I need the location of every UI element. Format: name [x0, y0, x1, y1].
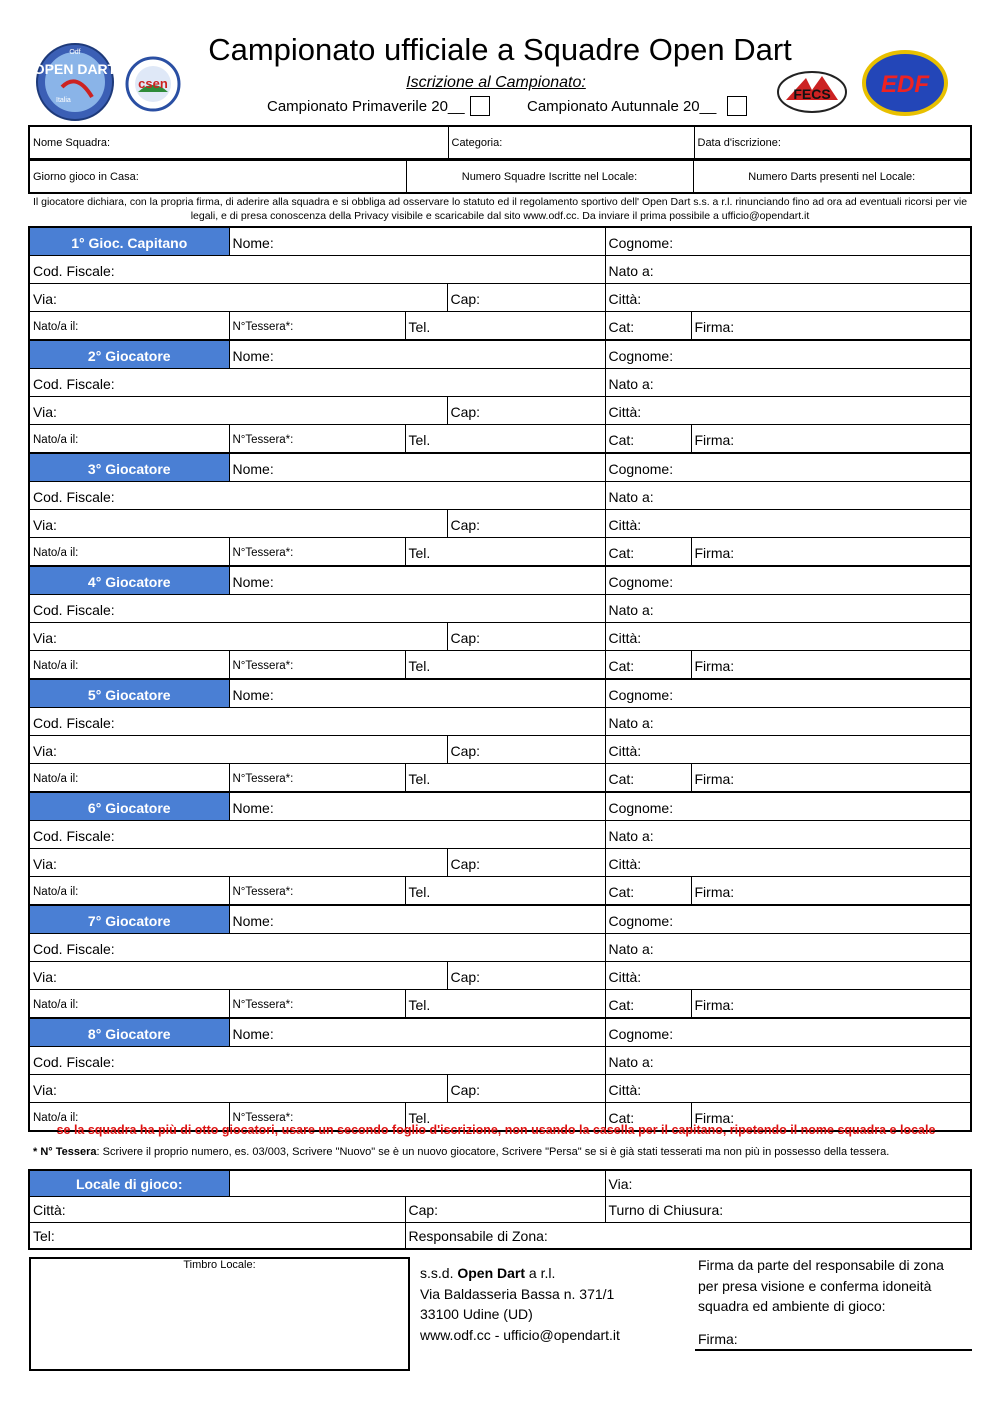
player-cognome-field[interactable]: Cognome:: [605, 679, 971, 708]
data-iscrizione-field[interactable]: Data d'iscrizione:: [694, 126, 971, 159]
player-citta-field[interactable]: Città:: [605, 284, 971, 312]
player-row-name: [29, 340, 971, 369]
player-row-address: [29, 284, 971, 312]
player-row-address: [29, 397, 971, 425]
player-citta-field[interactable]: Città:: [605, 962, 971, 990]
svg-text:FECS: FECS: [793, 86, 831, 102]
player-row-details: [29, 425, 971, 454]
locale-name-field[interactable]: [229, 1170, 605, 1197]
locale-via-field[interactable]: Via:: [605, 1170, 971, 1197]
player-cap-field[interactable]: Cap:: [447, 397, 605, 425]
player-firma-field[interactable]: Firma:: [691, 877, 971, 906]
player-via-field[interactable]: Via:: [29, 849, 447, 877]
player-firma-field[interactable]: Firma:: [691, 538, 971, 567]
player-row-codfiscale: [29, 369, 971, 397]
player-row-details: [29, 538, 971, 567]
player-natoil-field[interactable]: Nato/a il:: [29, 877, 229, 906]
player-label: 6° Giocatore: [29, 792, 229, 821]
tessera-note: [33, 1146, 973, 1158]
player-label: 8° Giocatore: [29, 1018, 229, 1047]
player-cognome-field[interactable]: Cognome:: [605, 792, 971, 821]
svg-text:OPEN DART: OPEN DART: [33, 61, 117, 77]
player-citta-field[interactable]: Città:: [605, 736, 971, 764]
player-row-codfiscale: [29, 1047, 971, 1075]
player-nome-field[interactable]: Nome:: [229, 227, 605, 256]
player-row-codfiscale: [29, 708, 971, 736]
player-row-details: [29, 764, 971, 793]
player-nome-field[interactable]: Nome:: [229, 453, 605, 482]
player-row-codfiscale: [29, 482, 971, 510]
player-row-name: [29, 792, 971, 821]
player-tel-field[interactable]: Tel.: [405, 764, 605, 793]
player-cat-field[interactable]: Cat:: [605, 764, 691, 793]
player-cat-field[interactable]: Cat:: [605, 990, 691, 1019]
team-header-table: [28, 125, 972, 160]
player-via-field[interactable]: Via:: [29, 1075, 447, 1103]
player-row-codfiscale: [29, 821, 971, 849]
players-table: [28, 226, 972, 1132]
player-codfiscale-field[interactable]: Cod. Fiscale:: [29, 369, 605, 397]
player-label: 5° Giocatore: [29, 679, 229, 708]
player-cap-field[interactable]: Cap:: [447, 284, 605, 312]
player-nome-field[interactable]: Nome:: [229, 792, 605, 821]
player-tessera-field[interactable]: N°Tessera*:: [229, 877, 405, 906]
player-row-details: [29, 877, 971, 906]
player-row-address: [29, 510, 971, 538]
player-cat-field[interactable]: Cat:: [605, 651, 691, 680]
player-natoa-field[interactable]: Nato a:: [605, 821, 971, 849]
disclaimer-text: Il giocatore dichiara, con la propria firma, di aderire alla squadra e si obbliga ad osservare lo statuto ed il regolamento sportivo dell' Open Dart s.s. a r.l. rinunciando fino ad ora ad eventuali ricorsi per vie legali, e di presa conoscenza della Privacy visibile e scaricabile dal sito www.odf.cc. Da inviare il prima possibile a ufficio@opendart.it: [32, 196, 968, 222]
player-row-codfiscale: [29, 256, 971, 284]
player-cat-field[interactable]: Cat:: [605, 312, 691, 341]
player-nome-field[interactable]: Nome:: [229, 679, 605, 708]
address-line-2: Via Baldasseria Bassa n. 371/1: [420, 1285, 615, 1302]
player-natoil-field[interactable]: Nato/a il:: [29, 764, 229, 793]
player-cap-field[interactable]: Cap:: [447, 962, 605, 990]
player-codfiscale-field[interactable]: Cod. Fiscale:: [29, 1047, 605, 1075]
player-nome-field[interactable]: Nome:: [229, 340, 605, 369]
player-tel-field[interactable]: Tel.: [405, 990, 605, 1019]
nome-squadra-field[interactable]: Nome Squadra:: [29, 126, 448, 159]
player-row-address: [29, 849, 971, 877]
player-via-field[interactable]: Via:: [29, 736, 447, 764]
company-address: [420, 1263, 620, 1345]
player-cognome-field[interactable]: Cognome:: [605, 453, 971, 482]
locale-table: [28, 1169, 972, 1250]
player-citta-field[interactable]: Città:: [605, 397, 971, 425]
player-row-codfiscale: [29, 934, 971, 962]
player-natoil-field[interactable]: Nato/a il:: [29, 312, 229, 341]
page-subtitle: Iscrizione al Campionato:: [406, 74, 586, 91]
svg-text:Italia: Italia: [56, 97, 71, 104]
player-natoa-field[interactable]: Nato a:: [605, 934, 971, 962]
locale-tel-field[interactable]: Tel:: [29, 1223, 405, 1250]
player-tessera-field[interactable]: N°Tessera*:: [229, 651, 405, 680]
player-firma-field[interactable]: Firma:: [691, 990, 971, 1019]
player-codfiscale-field[interactable]: Cod. Fiscale:: [29, 595, 605, 623]
locale-label: Locale di gioco:: [29, 1170, 229, 1197]
campionato-autunnale-label: Campionato Autunnale 20__: [527, 98, 717, 115]
player-tel-field[interactable]: Tel.: [405, 538, 605, 567]
player-natoa-field[interactable]: Nato a:: [605, 256, 971, 284]
campionato-primaverile-checkbox[interactable]: [470, 96, 490, 116]
extra-players-warning: se la squadra ha più di otto giocatori, usare un secondo foglio d'iscrizione, non usando la casella per il capitano, ripetendo il nome squadra e locale: [56, 1123, 936, 1137]
player-label: 2° Giocatore: [29, 340, 229, 369]
player-codfiscale-field[interactable]: Cod. Fiscale:: [29, 821, 605, 849]
player-natoa-field[interactable]: Nato a:: [605, 369, 971, 397]
player-citta-field[interactable]: Città:: [605, 849, 971, 877]
player-cap-field[interactable]: Cap:: [447, 1075, 605, 1103]
player-citta-field[interactable]: Città:: [605, 623, 971, 651]
player-label: 1° Gioc. Capitano: [29, 227, 229, 256]
player-row-address: [29, 962, 971, 990]
player-row-details: [29, 651, 971, 680]
address-line-1: s.s.d. Open Dart a r.l.: [420, 1265, 556, 1281]
player-tessera-field[interactable]: N°Tessera*:: [229, 990, 405, 1019]
player-via-field[interactable]: Via:: [29, 962, 447, 990]
tessera-note-text: : Scrivere il proprio numero, es. 03/003, Scrivere "Nuovo" se è un nuovo giocatore, Scrivere "Persa" se si è già stati tesserati ma non più in possesso della tessera.: [96, 1146, 890, 1158]
player-via-field[interactable]: Via:: [29, 284, 447, 312]
player-natoil-field[interactable]: Nato/a il:: [29, 990, 229, 1019]
player-tessera-field[interactable]: N°Tessera*:: [229, 312, 405, 341]
campionato-primaverile-label: Campionato Primaverile 20__: [267, 98, 465, 115]
firma-responsabile-text: Firma da parte del responsabile di zona per presa visione e conferma idoneità squadra ed ambiente di gioco:: [698, 1257, 944, 1314]
address-line-3: 33100 Udine (UD): [420, 1306, 533, 1322]
player-row-name: [29, 679, 971, 708]
player-row-address: [29, 1075, 971, 1103]
player-natoa-field[interactable]: Nato a:: [605, 708, 971, 736]
player-nome-field[interactable]: Nome:: [229, 1018, 605, 1047]
campionato-autunnale-checkbox[interactable]: [727, 96, 747, 116]
player-cognome-field[interactable]: Cognome:: [605, 905, 971, 934]
player-natoa-field[interactable]: Nato a:: [605, 482, 971, 510]
numero-darts-field[interactable]: Numero Darts presenti nel Locale:: [693, 160, 971, 193]
player-label: 3° Giocatore: [29, 453, 229, 482]
player-natoil-field[interactable]: Nato/a il:: [29, 1103, 229, 1132]
player-row-name: [29, 566, 971, 595]
player-natoil-field[interactable]: Nato/a il:: [29, 425, 229, 454]
locale-responsabile-field[interactable]: Responsabile di Zona:: [405, 1223, 971, 1250]
categoria-field[interactable]: Categoria:: [448, 126, 694, 159]
player-citta-field[interactable]: Città:: [605, 1075, 971, 1103]
player-firma-field[interactable]: Firma:: [691, 651, 971, 680]
player-citta-field[interactable]: Città:: [605, 510, 971, 538]
svg-text:EDF: EDF: [881, 71, 929, 98]
firma-responsabile-field[interactable]: Firma:: [695, 1331, 972, 1351]
player-row-details: [29, 312, 971, 341]
player-natoil-field[interactable]: Nato/a il:: [29, 538, 229, 567]
player-natoa-field[interactable]: Nato a:: [605, 595, 971, 623]
player-row-name: [29, 905, 971, 934]
locale-turno-field[interactable]: Turno di Chiusura:: [605, 1197, 971, 1223]
locale-cap-field[interactable]: Cap:: [405, 1197, 605, 1223]
player-tessera-field[interactable]: N°Tessera*:: [229, 538, 405, 567]
player-codfiscale-field[interactable]: Cod. Fiscale:: [29, 934, 605, 962]
player-cognome-field[interactable]: Cognome:: [605, 227, 971, 256]
player-nome-field[interactable]: Nome:: [229, 566, 605, 595]
player-row-name: [29, 227, 971, 256]
player-row-address: [29, 623, 971, 651]
player-via-field[interactable]: Via:: [29, 510, 447, 538]
player-tessera-field[interactable]: N°Tessera*:: [229, 425, 405, 454]
player-codfiscale-field[interactable]: Cod. Fiscale:: [29, 482, 605, 510]
player-cap-field[interactable]: Cap:: [447, 510, 605, 538]
player-cognome-field[interactable]: Cognome:: [605, 1018, 971, 1047]
address-line-4: www.odf.cc - ufficio@opendart.it: [420, 1326, 620, 1343]
player-via-field[interactable]: Via:: [29, 397, 447, 425]
player-firma-field[interactable]: Firma:: [691, 312, 971, 341]
player-tessera-field[interactable]: N°Tessera*:: [229, 764, 405, 793]
numero-squadre-field[interactable]: Numero Squadre Iscritte nel Locale:: [406, 160, 693, 193]
player-cap-field[interactable]: Cap:: [447, 736, 605, 764]
player-cat-field[interactable]: Cat:: [605, 877, 691, 906]
player-firma-field[interactable]: Firma:: [691, 425, 971, 454]
player-via-field[interactable]: Via:: [29, 623, 447, 651]
player-cognome-field[interactable]: Cognome:: [605, 340, 971, 369]
player-row-details: [29, 990, 971, 1019]
player-cap-field[interactable]: Cap:: [447, 623, 605, 651]
player-tel-field[interactable]: Tel.: [405, 1103, 605, 1132]
svg-text:csen: csen: [138, 76, 168, 91]
player-codfiscale-field[interactable]: Cod. Fiscale:: [29, 256, 605, 284]
player-firma-field[interactable]: Firma:: [691, 1103, 971, 1132]
player-tel-field[interactable]: Tel.: [405, 425, 605, 454]
player-tel-field[interactable]: Tel.: [405, 312, 605, 341]
player-natoa-field[interactable]: Nato a:: [605, 1047, 971, 1075]
player-tel-field[interactable]: Tel.: [405, 651, 605, 680]
player-tel-field[interactable]: Tel.: [405, 877, 605, 906]
player-cognome-field[interactable]: Cognome:: [605, 566, 971, 595]
player-tessera-field[interactable]: N°Tessera*:: [229, 1103, 405, 1132]
locale-citta-field[interactable]: Città:: [29, 1197, 405, 1223]
player-nome-field[interactable]: Nome:: [229, 905, 605, 934]
player-natoil-field[interactable]: Nato/a il:: [29, 651, 229, 680]
player-row-name: [29, 453, 971, 482]
svg-text:Odf: Odf: [69, 49, 81, 56]
player-firma-field[interactable]: Firma:: [691, 764, 971, 793]
player-cat-field[interactable]: Cat:: [605, 1103, 691, 1132]
player-row-name: [29, 1018, 971, 1047]
giorno-gioco-field[interactable]: Giorno gioco in Casa:: [29, 160, 406, 193]
player-cat-field[interactable]: Cat:: [605, 425, 691, 454]
player-codfiscale-field[interactable]: Cod. Fiscale:: [29, 708, 605, 736]
player-cap-field[interactable]: Cap:: [447, 849, 605, 877]
player-cat-field[interactable]: Cat:: [605, 538, 691, 567]
player-label: 7° Giocatore: [29, 905, 229, 934]
page-title: Campionato ufficiale a Squadre Open Dart: [208, 32, 792, 67]
timbro-label: Timbro Locale:: [183, 1259, 256, 1271]
timbro-box[interactable]: [29, 1257, 410, 1371]
player-row-address: [29, 736, 971, 764]
team-header-table-2: [28, 159, 972, 194]
player-label: 4° Giocatore: [29, 566, 229, 595]
player-row-codfiscale: [29, 595, 971, 623]
tessera-note-label: * N° Tessera: [33, 1146, 97, 1158]
